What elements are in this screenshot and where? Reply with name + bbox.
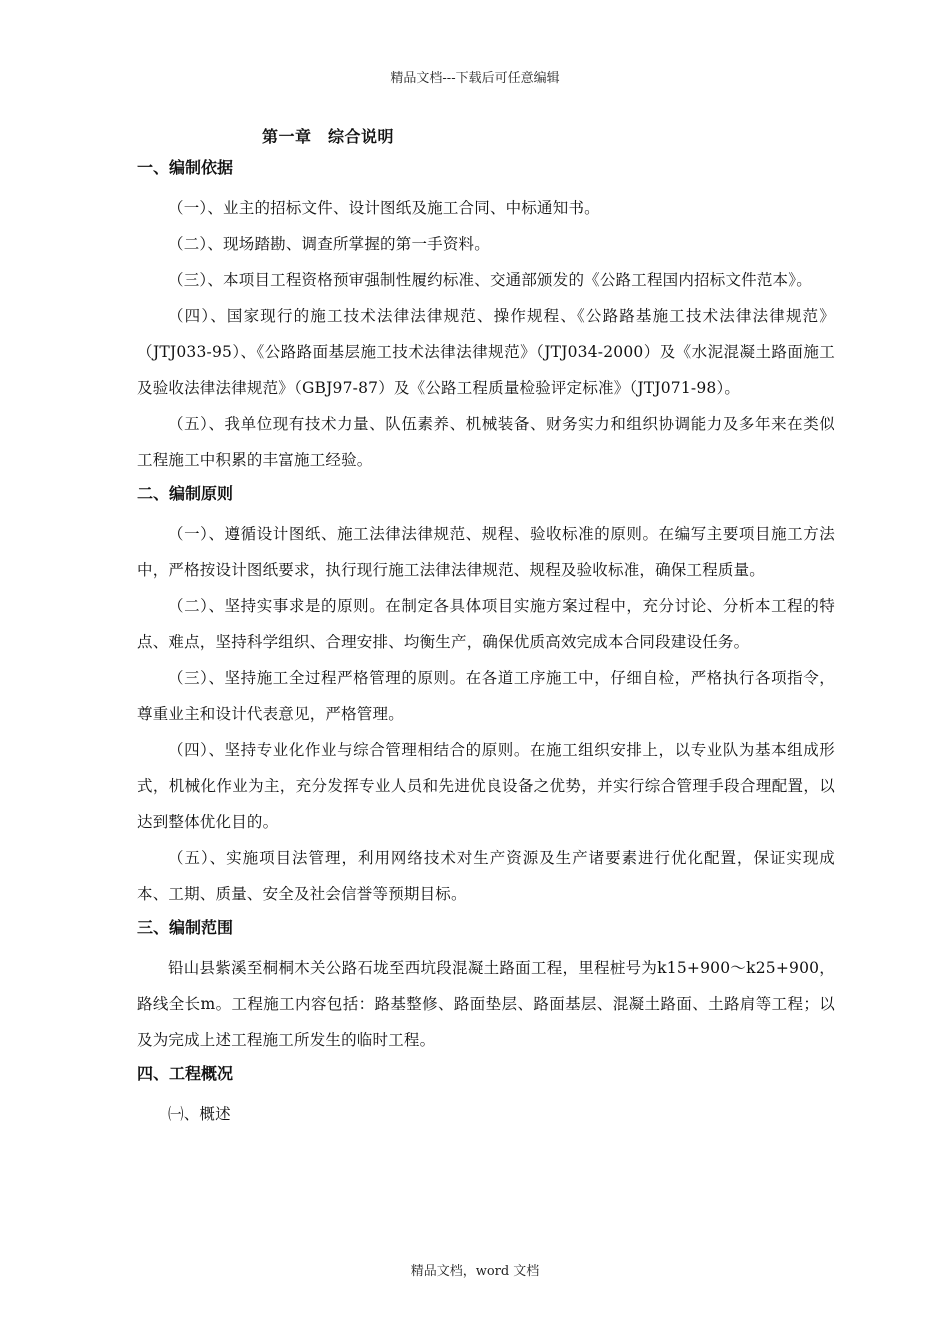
paragraph: （二）、坚持实事求是的原则。在制定各具体项目实施方案过程中，充分讨论、分析本工程的特点、难点，坚持科学组织、合理安排、均衡生产，确保优质高效完成本合同段建设任务。 — [137, 597, 835, 651]
document-body — [137, 156, 835, 1132]
paragraph: 铅山县紫溪至桐桐木关公路石垅至西坑段混凝土路面工程，里程桩号为k15+900～k25+900，路线全长m。工程施工内容包括：路基整修、路面垫层、路面基层、混凝土路面、土路肩等工程；以及为完成上述工程施工所发生的临时工程。 — [137, 959, 835, 1049]
section-heading: 四、工程概况 — [137, 1064, 234, 1083]
paragraph: （五）、我单位现有技术力量、队伍素养、机械装备、财务实力和组织协调能力及多年来在类似工程施工中积累的丰富施工经验。 — [137, 415, 835, 469]
section-heading: 二、编制原则 — [137, 484, 234, 503]
paragraph: （二）、现场踏勘、调查所掌握的第一手资料。 — [168, 235, 490, 253]
paragraph: （三）、本项目工程资格预审强制性履约标准、交通部颁发的《公路工程国内招标文件范本》。 — [168, 271, 812, 289]
paragraph: （四）、坚持专业化作业与综合管理相结合的原则。在施工组织安排上，以专业队为基本组成形式，机械化作业为主，充分发挥专业人员和先进优良设备之优势，并实行综合管理手段合理配置，以达到整体优化目的。 — [137, 741, 835, 831]
section-heading: 一、编制依据 — [137, 158, 234, 177]
section-heading: 三、编制范围 — [137, 918, 234, 937]
paragraph: （四）、国家现行的施工技术法律法律规范、操作规程、《公路路基施工技术法律法律规范》（JTJ033-95）、《公路路面基层施工技术法律法律规范》（JTJ034-2000）及《水泥混凝土路面施工及验收法律法律规范》（GBJ97-87）及《公路工程质量检验评定标准》（JTJ071-98）。 — [137, 307, 835, 397]
chapter-title: 第一章 综合说明 — [262, 127, 395, 146]
paragraph: （一）、遵循设计图纸、施工法律法律规范、规程、验收标准的原则。在编写主要项目施工方法中，严格按设计图纸要求，执行现行施工法律法律规范、规程及验收标准，确保工程质量。 — [137, 525, 835, 579]
paragraph: （三）、坚持施工全过程严格管理的原则。在各道工序施工中，仔细自检，严格执行各项指令，尊重业主和设计代表意见，严格管理。 — [137, 669, 835, 723]
paragraph: （五）、实施项目法管理，利用网络技术对生产资源及生产诸要素进行优化配置，保证实现成本、工期、质量、安全及社会信誉等预期目标。 — [137, 849, 835, 903]
paragraph: ㈠、概述 — [168, 1105, 231, 1123]
paragraph: （一）、业主的招标文件、设计图纸及施工合同、中标通知书。 — [168, 199, 600, 217]
page-footer: 精品文档，word 文档 — [410, 1264, 540, 1279]
page-header: 精品文档---下载后可任意编辑 — [390, 71, 560, 86]
